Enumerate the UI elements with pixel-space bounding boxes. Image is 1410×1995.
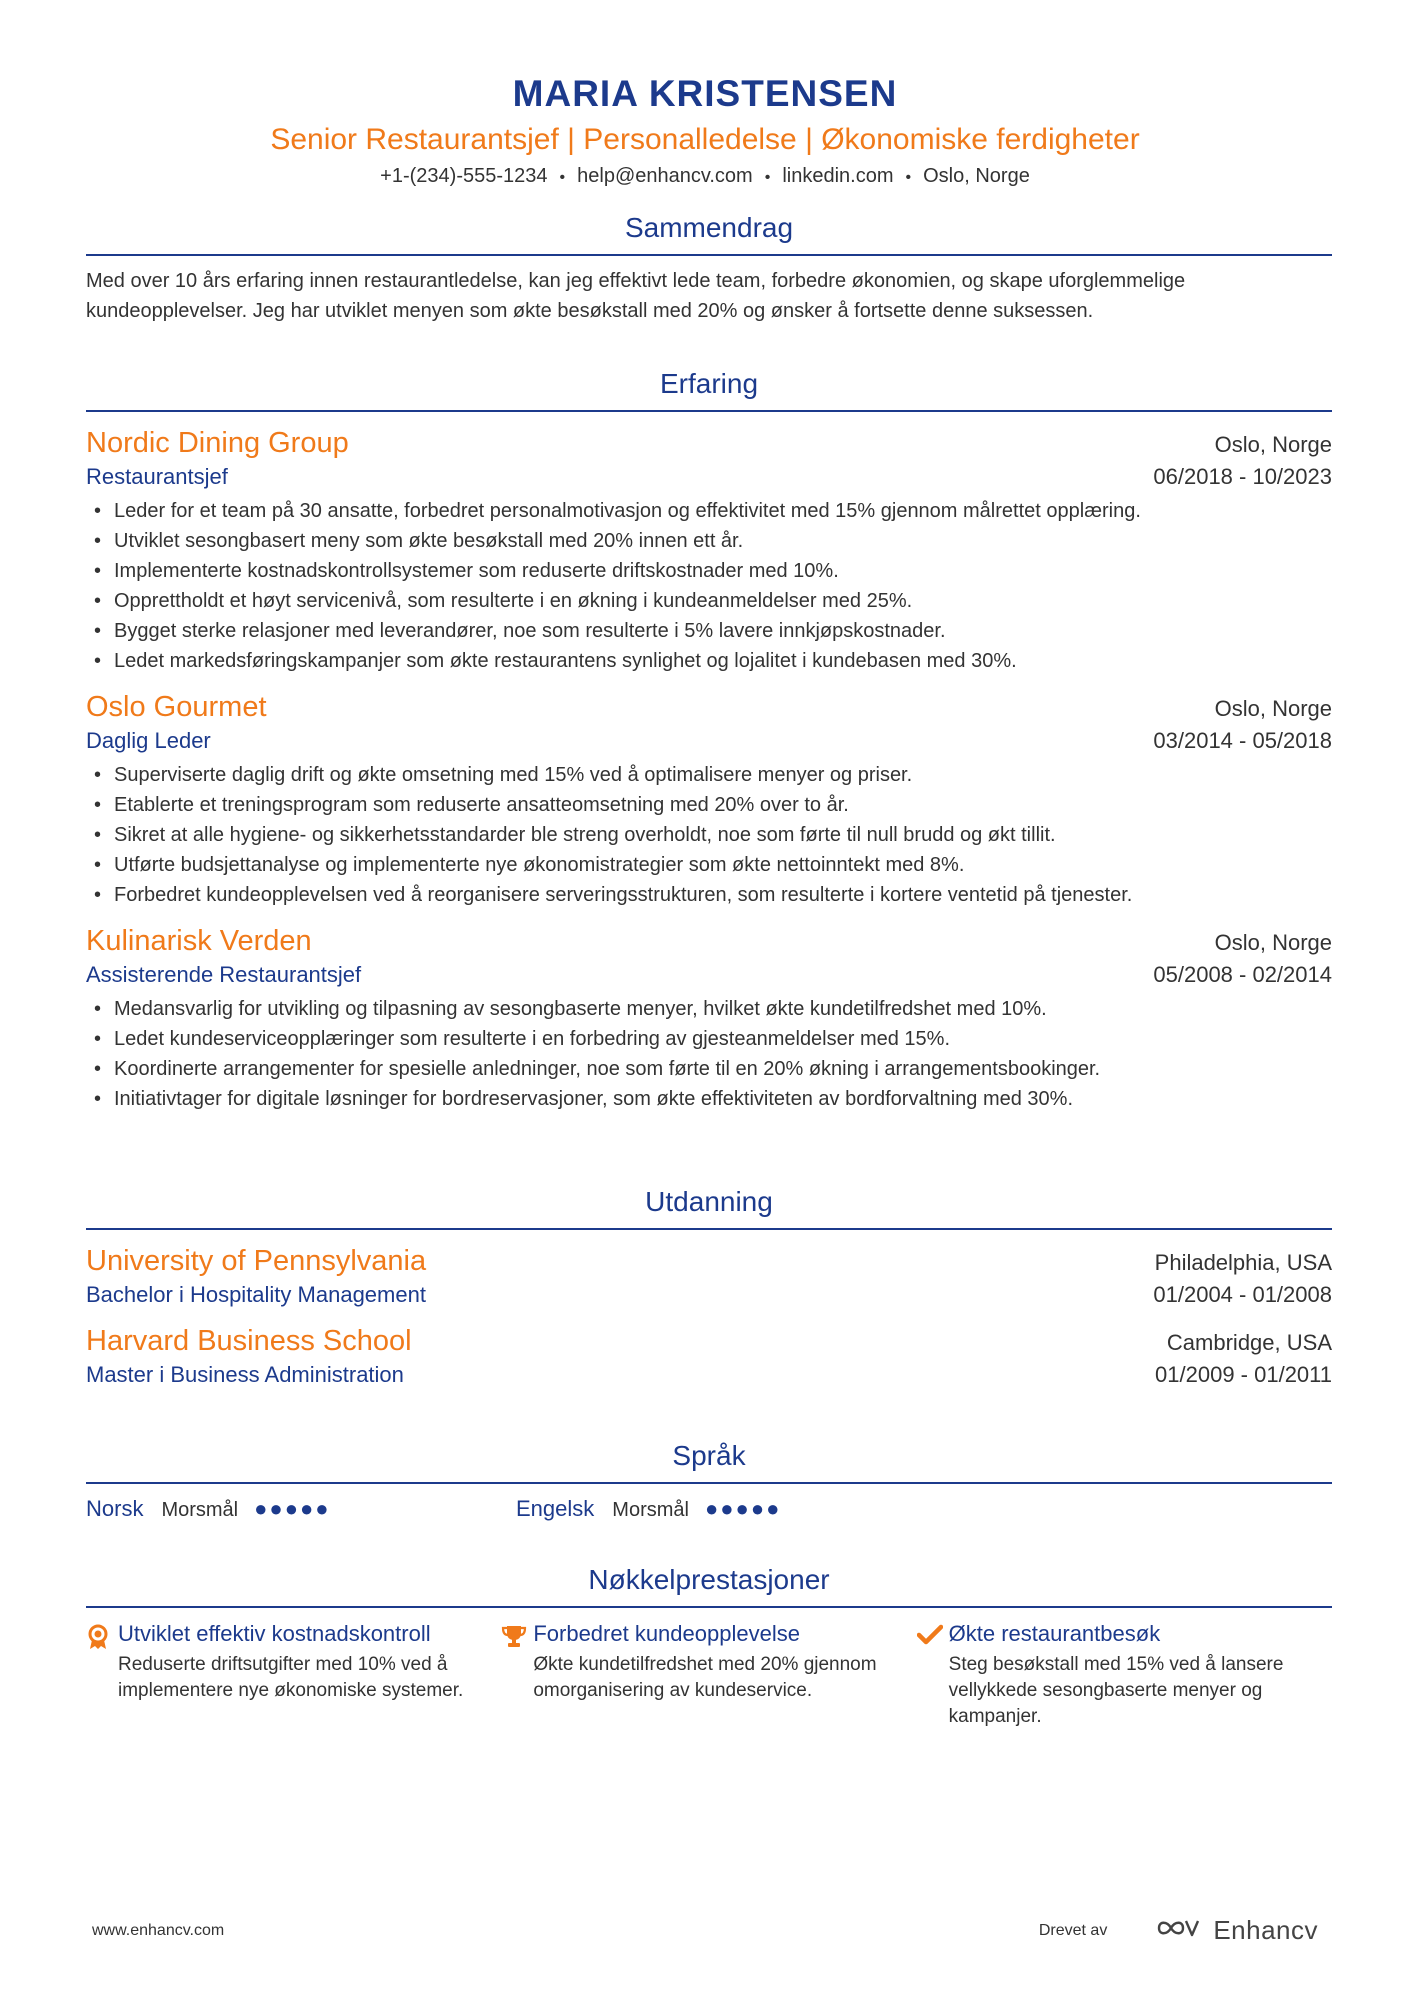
job-entry — [86, 922, 1332, 1114]
contact-location: Oslo, Norge — [923, 165, 1030, 187]
checkmark-icon — [917, 1620, 949, 1730]
achievement-desc: Steg besøkstall med 15% ved å lansere vellykkede sesongbaserte menyer og kampanjer. — [948, 1654, 1284, 1727]
bullet-item: • Superviserte daglig drift og økte omsetning med 15% ved å optimalisere menyer og priser. — [86, 760, 1332, 790]
footer-brand — [1039, 1915, 1318, 1946]
job-role: Assisterende Restaurantsjef — [86, 962, 362, 987]
award-ribbon-icon — [86, 1620, 118, 1730]
job-location: Oslo, Norge — [1214, 930, 1332, 955]
enhancv-logo-icon — [1155, 1916, 1201, 1945]
bullet-item: • Koordinerte arrangementer for spesielle anledninger, noe som førte til en 20% økning i arrangementsbookinger. — [86, 1054, 1332, 1084]
section-title: Nøkkelprestasjoner — [86, 1562, 1332, 1608]
achievements-section — [86, 1562, 1332, 1730]
bullet-item: • Utførte budsjettanalyse og implementerte nye økonomistrategier som økte nettoinntekt med 8%. — [86, 850, 1332, 880]
language-rating-dots: ●●●●● — [704, 1496, 782, 1521]
company-name: Kulinarisk Verden — [86, 925, 312, 957]
achievement-desc: Økte kundetilfredshet med 20% gjennom omorganisering av kundeservice. — [533, 1654, 877, 1701]
candidate-name: MARIA KRISTENSEN — [512, 73, 898, 114]
job-dates: 05/2008 - 02/2014 — [1153, 962, 1332, 987]
separator-dot: • — [559, 169, 566, 186]
education-section — [86, 1184, 1332, 1390]
achievement-desc: Reduserte driftsutgifter med 10% ved å implementere nye økonomiske systemer. — [118, 1654, 464, 1701]
bullet-item: • Leder for et team på 30 ansatte, forbedret personalmotivasjon og effektivitet med 15% gjennom målrettet opplæring. — [86, 496, 1332, 526]
section-title: Utdanning — [86, 1184, 1332, 1230]
degree-name: Master i Business Administration — [86, 1362, 404, 1387]
job-entry — [86, 688, 1332, 910]
trophy-icon — [501, 1620, 533, 1730]
job-dates: 03/2014 - 05/2018 — [1153, 728, 1332, 753]
job-role: Daglig Leder — [86, 728, 211, 753]
degree-name: Bachelor i Hospitality Management — [86, 1282, 426, 1307]
section-title: Språk — [86, 1438, 1332, 1484]
bullet-item: • Utviklet sesongbasert meny som økte besøkstall med 20% innen ett år. — [86, 526, 1332, 556]
job-entry — [86, 424, 1332, 676]
language-item — [86, 1496, 516, 1522]
separator-dot: • — [764, 169, 771, 186]
language-level: Morsmål — [612, 1499, 689, 1521]
bullet-item: • Bygget sterke relasjoner med leverandører, noe som resulterte i 5% lavere innkjøpskostnader. — [86, 616, 1332, 646]
contact-line — [0, 162, 1410, 192]
bullet-item: • Etablerte et treningsprogram som reduserte ansatteomsetning med 20% over to år. — [86, 790, 1332, 820]
language-list — [86, 1496, 1332, 1522]
bullet-item: • Sikret at alle hygiene- og sikkerhetsstandarder ble streng overholdt, noe som førte til null brudd og økt tillit. — [86, 820, 1332, 850]
job-location: Oslo, Norge — [1214, 696, 1332, 721]
languages-section — [86, 1438, 1332, 1522]
job-bullets — [86, 994, 1332, 1114]
language-name: Norsk — [86, 1496, 144, 1521]
job-location: Oslo, Norge — [1214, 432, 1332, 457]
language-item — [516, 1496, 946, 1522]
education-entry — [86, 1242, 1332, 1310]
page-footer — [92, 1915, 1318, 1946]
achievement-list — [86, 1620, 1332, 1730]
language-name: Engelsk — [516, 1496, 595, 1521]
resume-header — [0, 70, 1410, 192]
section-title: Erfaring — [86, 366, 1332, 412]
company-name: Oslo Gourmet — [86, 691, 267, 723]
bullet-item: • Opprettholdt et høyt servicenivå, som resulterte i en økning i kundeanmeldelser med 25%. — [86, 586, 1332, 616]
powered-by-label: Drevet av — [1038, 1921, 1108, 1939]
education-entry — [86, 1322, 1332, 1390]
bullet-item: • Ledet markedsføringskampanjer som økte restaurantens synlighet og lojalitet i kundebasen med 30%. — [86, 646, 1332, 676]
achievement-item — [86, 1620, 501, 1730]
summary-text: Med over 10 års erfaring innen restaurantledelse, kan jeg effektivt lede team, forbedre økonomien, og skape uforglemmelige kundeopplevelser. Jeg har utviklet menyen som økte besøkstall med 20% og ønsker å fortsette denne suksessen. — [86, 270, 1186, 322]
company-name: Nordic Dining Group — [86, 427, 349, 459]
achievement-title: Forbedret kundeopplevelse — [533, 1621, 800, 1646]
separator-dot: • — [905, 169, 912, 186]
brand-name: Enhancv — [1213, 1915, 1318, 1945]
contact-phone: +1-(234)-555-1234 — [380, 165, 548, 187]
summary-section — [86, 210, 1332, 326]
footer-website[interactable]: www.enhancv.com — [92, 1921, 225, 1939]
section-title: Sammendrag — [86, 210, 1332, 256]
school-location: Philadelphia, USA — [1154, 1250, 1332, 1275]
school-name: University of Pennsylvania — [86, 1245, 427, 1277]
achievement-title: Utviklet effektiv kostnadskontroll — [118, 1621, 431, 1646]
achievement-title: Økte restaurantbesøk — [948, 1621, 1161, 1646]
education-dates: 01/2004 - 01/2008 — [1153, 1282, 1332, 1307]
contact-email: help@enhancv.com — [577, 165, 753, 187]
achievement-item — [917, 1620, 1332, 1730]
school-name: Harvard Business School — [86, 1325, 412, 1357]
language-level: Morsmål — [161, 1499, 239, 1521]
bullet-item: • Initiativtager for digitale løsninger for bordreservasjoner, som økte effektiviteten av bordforvaltning med 30%. — [86, 1084, 1332, 1114]
bullet-item: • Ledet kundeserviceopplæringer som resulterte i en forbedring av gjesteanmeldelser med 15%. — [86, 1024, 1332, 1054]
job-dates: 06/2018 - 10/2023 — [1153, 464, 1332, 489]
achievement-item — [501, 1620, 916, 1730]
experience-section — [86, 366, 1332, 1114]
job-bullets — [86, 496, 1332, 676]
language-rating-dots: ●●●●● — [254, 1496, 331, 1521]
education-dates: 01/2009 - 01/2011 — [1155, 1362, 1332, 1387]
job-bullets — [86, 760, 1332, 910]
bullet-item: • Forbedret kundeopplevelsen ved å reorganisere serveringsstrukturen, som resulterte i kortere ventetid på tjenester. — [86, 880, 1332, 910]
contact-linkedin: linkedin.com — [782, 165, 894, 187]
bullet-item: • Medansvarlig for utvikling og tilpasning av sesongbaserte menyer, hvilket økte kundetilfredshet med 10%. — [86, 994, 1332, 1024]
bullet-item: • Implementerte kostnadskontrollsystemer som reduserte driftskostnader med 10%. — [86, 556, 1332, 586]
job-role: Restaurantsjef — [86, 464, 228, 489]
school-location: Cambridge, USA — [1166, 1330, 1332, 1355]
candidate-tagline: Senior Restaurantsjef | Personalledelse | Økonomiske ferdigheter — [270, 123, 1140, 156]
